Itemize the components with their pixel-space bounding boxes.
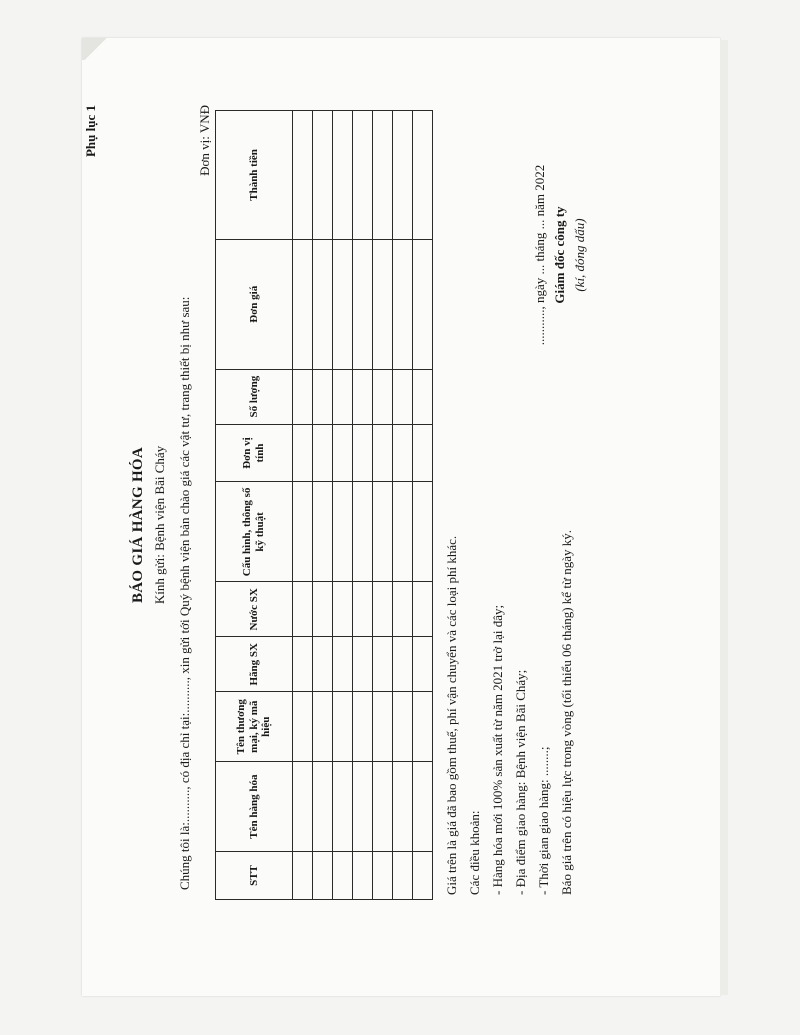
- table-cell: [293, 692, 313, 762]
- table-cell: [413, 852, 433, 900]
- table-cell: [333, 424, 353, 482]
- table-row: [293, 111, 313, 900]
- table-row: [333, 111, 353, 900]
- table-cell: [333, 762, 353, 852]
- recipient-line: Kính gửi: Bệnh viện Bãi Cháy: [152, 445, 167, 605]
- table-cell: [373, 239, 393, 369]
- table-cell: [373, 369, 393, 424]
- table-cell: [293, 239, 313, 369]
- table-cell: [333, 852, 353, 900]
- header-unit-price: Đơn giá: [216, 239, 293, 369]
- table-cell: [373, 852, 393, 900]
- table-cell: [313, 482, 333, 582]
- table-cell: [313, 369, 333, 424]
- table-cell: [313, 582, 333, 637]
- signature-date: ..........., ngày ... tháng ... năm 2022: [532, 164, 547, 346]
- table-cell: [293, 762, 313, 852]
- header-quantity: Số lượng: [216, 369, 293, 424]
- table-cell: [313, 424, 333, 482]
- table-cell: [353, 369, 373, 424]
- table-cell: [353, 424, 373, 482]
- note-line: Báo giá trên có hiệu lực trong vòng (tối thiểu 06 tháng) kể từ ngày ký.: [559, 529, 574, 895]
- table-cell: [373, 637, 393, 692]
- table-cell: [413, 369, 433, 424]
- table-cell: [333, 692, 353, 762]
- table-cell: [413, 582, 433, 637]
- table-cell: [413, 637, 433, 692]
- table-cell: [293, 637, 313, 692]
- table-cell: [373, 692, 393, 762]
- table-cell: [353, 239, 373, 369]
- note-line: - Hàng hóa mới 100% sản xuất từ năm 2021 trở lại đây;: [490, 604, 505, 895]
- table-cell: [373, 762, 393, 852]
- table-cell: [353, 637, 373, 692]
- table-cell: [293, 582, 313, 637]
- header-trade-name: Tên thương mại, ký mã hiệu: [216, 692, 293, 762]
- document-content: [83, 65, 665, 985]
- table-cell: [293, 852, 313, 900]
- table-cell: [353, 482, 373, 582]
- table-row: [313, 111, 333, 900]
- table-cell: [393, 692, 413, 762]
- table-cell: [353, 111, 373, 240]
- table-cell: [353, 762, 373, 852]
- signature-role: Giám đốc công ty: [552, 206, 567, 304]
- table-cell: [373, 482, 393, 582]
- header-product-name: Tên hàng hóa: [216, 762, 293, 852]
- currency-unit: Đơn vị: VNĐ: [197, 105, 212, 176]
- paper-fold: [82, 38, 110, 60]
- table-cell: [333, 637, 353, 692]
- table-cell: [293, 482, 313, 582]
- header-country: Nước SX: [216, 582, 293, 637]
- header-stt: STT: [216, 852, 293, 900]
- table-cell: [313, 762, 333, 852]
- table-header-row: [216, 111, 293, 900]
- table-cell: [293, 369, 313, 424]
- note-line: Các điều khoản:: [467, 810, 482, 895]
- appendix-label: Phụ lục 1: [83, 105, 98, 158]
- table-cell: [313, 111, 333, 240]
- table-cell: [393, 637, 413, 692]
- table-cell: [413, 482, 433, 582]
- table-cell: [393, 111, 413, 240]
- table-cell: [313, 637, 333, 692]
- table-cell: [393, 482, 413, 582]
- table-cell: [393, 582, 413, 637]
- intro-line: Chúng tôi là:.........., có địa chỉ tại:.........., xin gửi tới Quý bệnh viện bản chào giá các vật tư, trang thiết bị như sau:: [177, 296, 192, 890]
- table-cell: [333, 582, 353, 637]
- table-cell: [373, 582, 393, 637]
- note-line: Giá trên là giá đã bao gồm thuế, phí vận chuyển và các loại phí khác.: [444, 535, 459, 895]
- table-cell: [373, 111, 393, 240]
- table-cell: [333, 482, 353, 582]
- header-specs: Cấu hình, thông số kỹ thuật: [216, 482, 293, 582]
- table-cell: [313, 239, 333, 369]
- table-cell: [393, 424, 413, 482]
- table-cell: [353, 852, 373, 900]
- table-cell: [393, 369, 413, 424]
- table-cell: [333, 111, 353, 240]
- table-cell: [313, 852, 333, 900]
- table-cell: [393, 852, 413, 900]
- table-cell: [353, 582, 373, 637]
- note-line: - Thời gian giao hàng: ........;: [536, 746, 551, 895]
- quotation-table: [215, 110, 433, 900]
- table-cell: [333, 239, 353, 369]
- note-line: - Địa điểm giao hàng: Bệnh viện Bãi Cháy;: [513, 669, 528, 895]
- table-cell: [413, 239, 433, 369]
- header-unit: Đơn vị tính: [216, 424, 293, 482]
- table-row: [373, 111, 393, 900]
- signature-note: (kí, đóng dấu): [572, 218, 587, 292]
- page-edge: [720, 40, 728, 995]
- header-manufacturer: Hãng SX: [216, 637, 293, 692]
- table-cell: [413, 111, 433, 240]
- table-row: [353, 111, 373, 900]
- table-cell: [353, 692, 373, 762]
- table-row: [393, 111, 413, 900]
- table-cell: [313, 692, 333, 762]
- table-cell: [293, 424, 313, 482]
- table-cell: [393, 239, 413, 369]
- table-cell: [333, 369, 353, 424]
- table-cell: [413, 692, 433, 762]
- table-row: [413, 111, 433, 900]
- table-cell: [413, 762, 433, 852]
- table-cell: [293, 111, 313, 240]
- table-cell: [393, 762, 413, 852]
- table-body: [293, 111, 433, 900]
- signature-block: [530, 105, 590, 405]
- table-cell: [373, 424, 393, 482]
- header-total: Thành tiền: [216, 111, 293, 240]
- document-title: BÁO GIÁ HÀNG HÓA: [130, 446, 146, 604]
- table-cell: [413, 424, 433, 482]
